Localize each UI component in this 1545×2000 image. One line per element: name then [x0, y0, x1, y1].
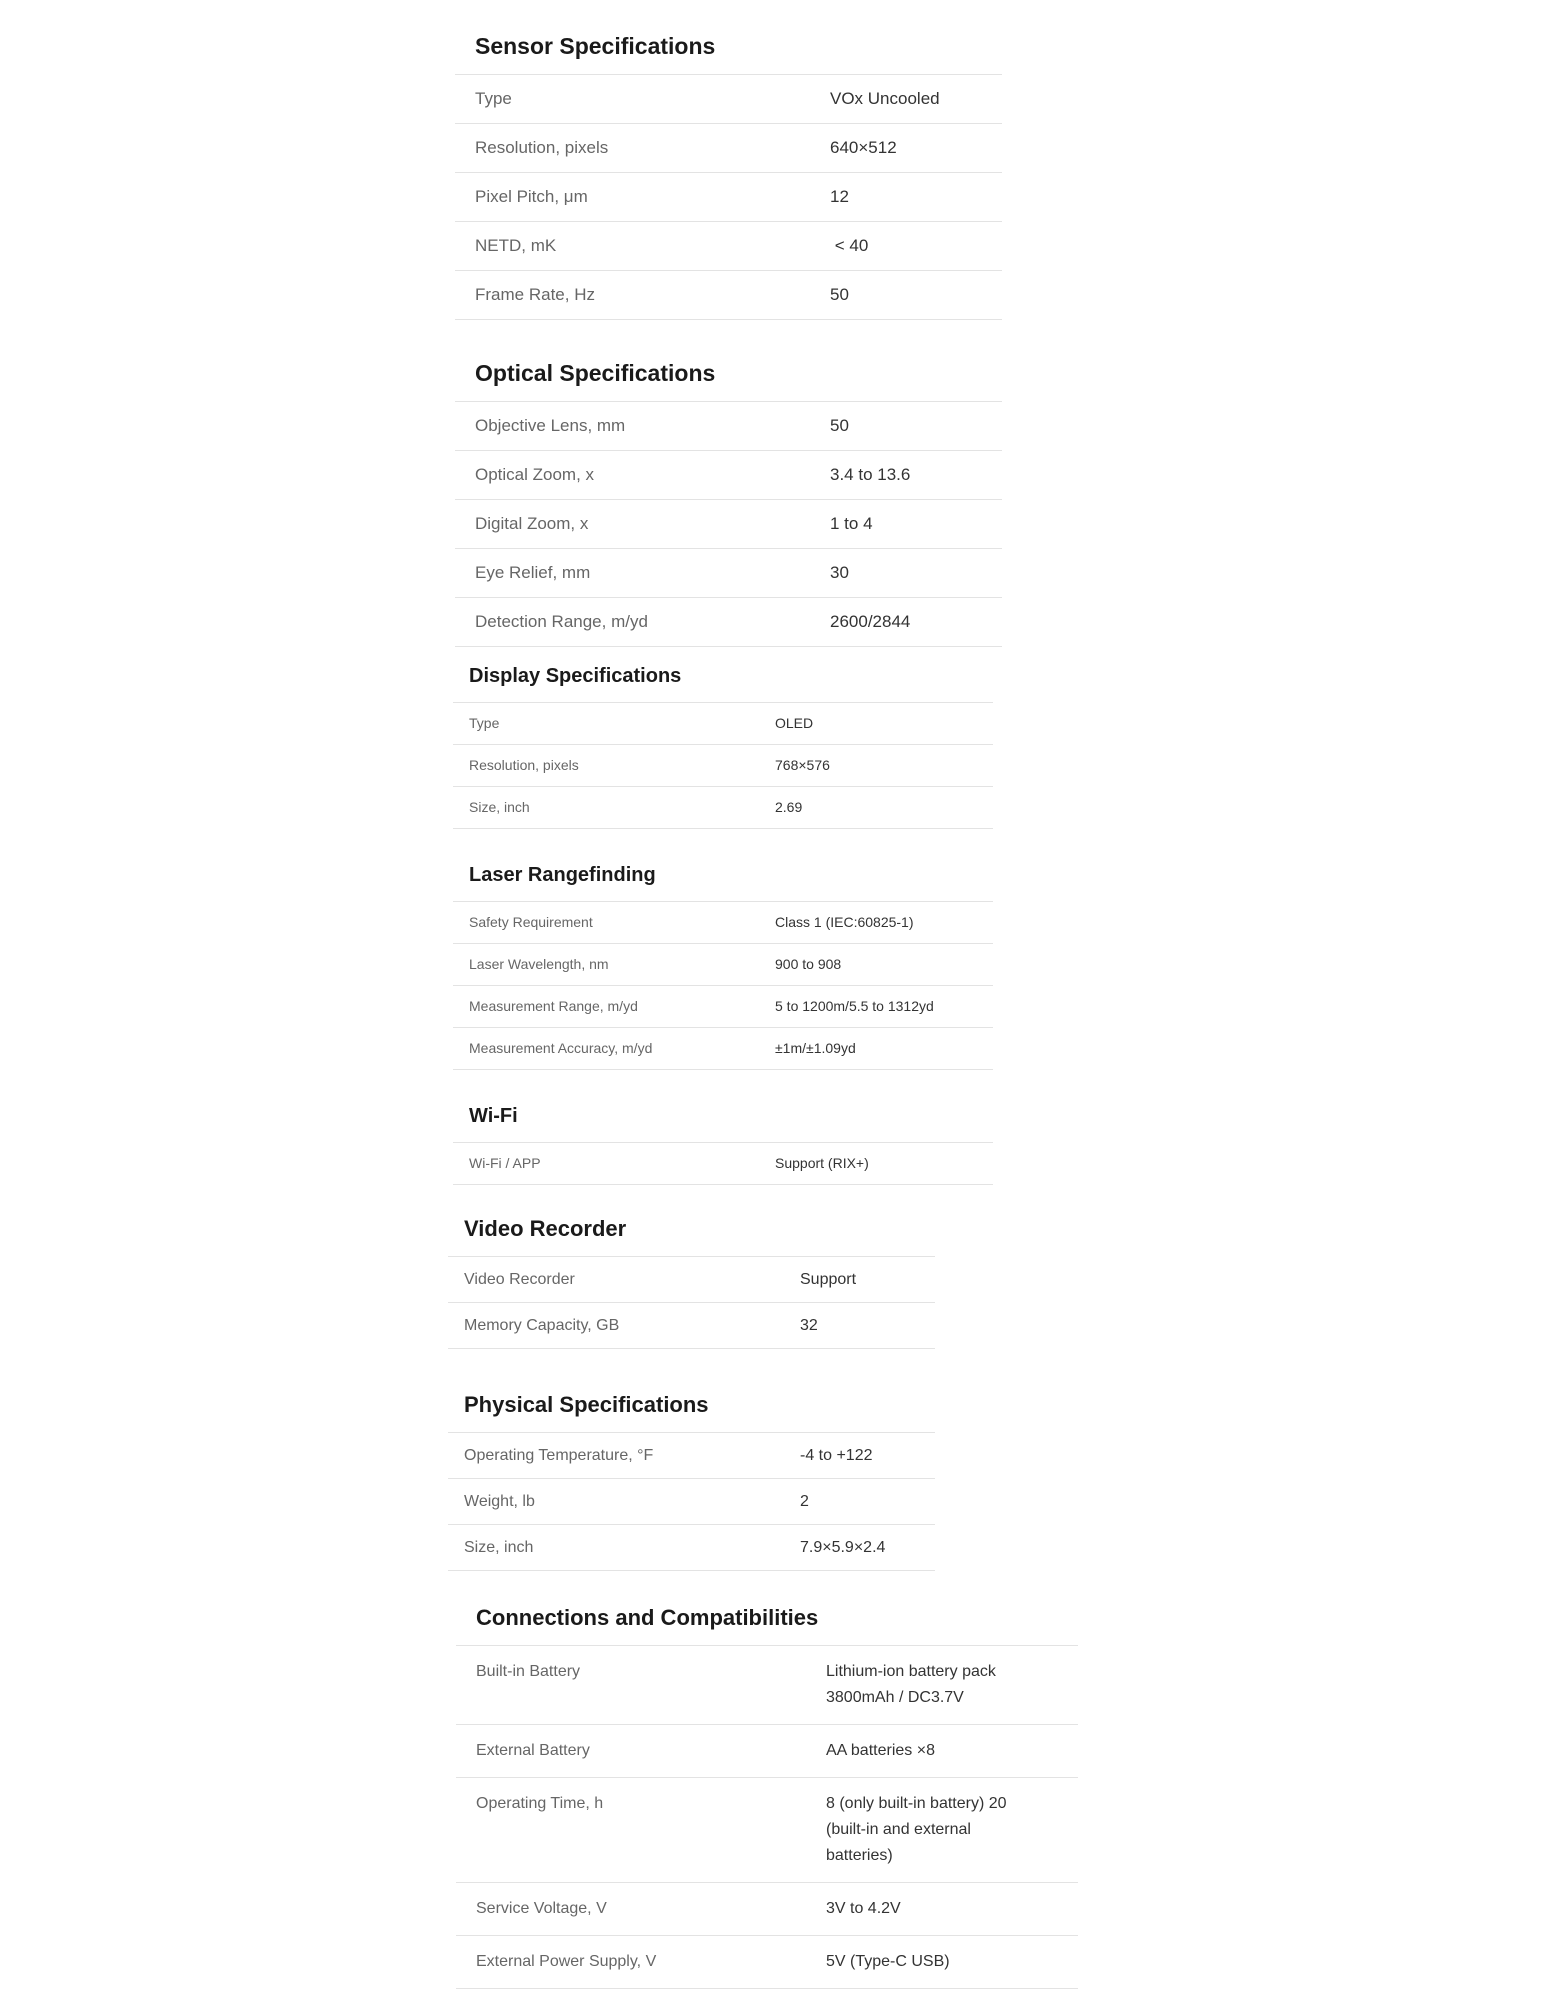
table-row: [456, 1778, 1078, 1883]
sensor-specifications-title: Sensor Specifications: [475, 33, 716, 59]
optical-specifications-table: [455, 401, 1002, 647]
spec-label: Size, inch: [448, 1525, 784, 1571]
spec-value: 7.9×5.9×2.4: [784, 1525, 935, 1571]
spec-label: Type: [453, 703, 759, 745]
laser-rangefinding-section: [453, 842, 993, 1070]
laser-rangefinding-table: [453, 901, 993, 1070]
spec-value: Class 1 (IEC:60825-1): [759, 902, 993, 944]
spec-value: 1 to 4: [810, 500, 1002, 549]
spec-label: Operating Time, h: [456, 1778, 806, 1883]
spec-label: Safety Requirement: [453, 902, 759, 944]
table-row: [453, 1143, 993, 1185]
wifi-title: Wi-Fi: [469, 1105, 518, 1127]
table-row: [448, 1303, 935, 1349]
table-row: [448, 1433, 935, 1479]
spec-label: Video Recorder: [448, 1257, 784, 1303]
spec-value: 30: [810, 549, 1002, 598]
laser-rangefinding-title: Laser Rangefinding: [469, 864, 656, 886]
spec-value: 32: [784, 1303, 935, 1349]
table-row: [455, 402, 1002, 451]
spec-label: Eye Relief, mm: [455, 549, 810, 598]
table-row: [455, 500, 1002, 549]
spec-value: 50: [810, 271, 1002, 320]
table-row: [456, 1936, 1078, 1989]
display-specifications-section: [453, 643, 993, 829]
spec-value: 2600/2844: [810, 598, 1002, 647]
spec-label: Wi-Fi / APP: [453, 1143, 759, 1185]
spec-value: ±1m/±1.09yd: [759, 1028, 993, 1070]
spec-value: 2.69: [759, 787, 993, 829]
table-row: [448, 1257, 935, 1303]
wifi-table: [453, 1142, 993, 1185]
table-row: [453, 745, 993, 787]
spec-label: NETD, mK: [455, 222, 810, 271]
connections-title: Connections and Compatibilities: [476, 1605, 819, 1630]
table-row: [453, 902, 993, 944]
video-recorder-section: [448, 1184, 935, 1349]
spec-value: Support: [784, 1257, 935, 1303]
optical-specifications-title: Optical Specifications: [475, 360, 716, 386]
spec-value: 640×512: [810, 124, 1002, 173]
physical-specifications-title: Physical Specifications: [464, 1392, 709, 1417]
table-row: [455, 598, 1002, 647]
spec-value: VOx Uncooled: [810, 75, 1002, 124]
table-row: [453, 986, 993, 1028]
table-row: [448, 1525, 935, 1571]
table-row: [455, 75, 1002, 124]
optical-specifications-section: [455, 327, 1002, 647]
spec-label: Resolution, pixels: [455, 124, 810, 173]
table-row: [455, 549, 1002, 598]
table-row: [456, 1883, 1078, 1936]
spec-label: Digital Zoom, x: [455, 500, 810, 549]
spec-label: Measurement Accuracy, m/yd: [453, 1028, 759, 1070]
spec-label: Objective Lens, mm: [455, 402, 810, 451]
table-row: [448, 1479, 935, 1525]
spec-value: AA batteries ×8: [806, 1725, 1078, 1778]
physical-specifications-table: [448, 1432, 935, 1571]
table-row: [453, 944, 993, 986]
table-row: [455, 271, 1002, 320]
spec-value: 5V (Type-C USB): [806, 1936, 1078, 1989]
spec-value: Support (RIX+): [759, 1143, 993, 1185]
spec-value: 2: [784, 1479, 935, 1525]
spec-label: Detection Range, m/yd: [455, 598, 810, 647]
table-row: [455, 451, 1002, 500]
spec-value: OLED: [759, 703, 993, 745]
spec-label: Laser Wavelength, nm: [453, 944, 759, 986]
table-row: [455, 173, 1002, 222]
spec-label: Type: [455, 75, 810, 124]
sensor-specifications-table: [455, 74, 1002, 320]
table-row: [453, 1028, 993, 1070]
spec-label: Measurement Range, m/yd: [453, 986, 759, 1028]
table-row: [456, 1646, 1078, 1725]
spec-label: Size, inch: [453, 787, 759, 829]
spec-value: 50: [810, 402, 1002, 451]
spec-label: External Battery: [456, 1725, 806, 1778]
physical-specifications-section: [448, 1360, 935, 1571]
display-specifications-title: Display Specifications: [469, 665, 682, 687]
spec-label: Frame Rate, Hz: [455, 271, 810, 320]
spec-value: 768×576: [759, 745, 993, 787]
spec-value: Lithium-ion battery pack 3800mAh / DC3.7V: [806, 1646, 1078, 1725]
spec-value: -4 to +122: [784, 1433, 935, 1479]
spec-value: 900 to 908: [759, 944, 993, 986]
spec-value: < 40: [810, 222, 1002, 271]
connections-table: [456, 1645, 1078, 1989]
spec-value: 3.4 to 13.6: [810, 451, 1002, 500]
spec-label: Optical Zoom, x: [455, 451, 810, 500]
spec-value: 8 (only built-in battery) 20 (built-in and external batteries): [806, 1778, 1078, 1883]
table-row: [455, 124, 1002, 173]
spec-label: Pixel Pitch, μm: [455, 173, 810, 222]
spec-label: Resolution, pixels: [453, 745, 759, 787]
spec-label: Operating Temperature, °F: [448, 1433, 784, 1479]
spec-label: Service Voltage, V: [456, 1883, 806, 1936]
table-row: [455, 222, 1002, 271]
video-recorder-title: Video Recorder: [464, 1216, 627, 1241]
connections-section: [456, 1573, 1078, 1989]
spec-label: Built-in Battery: [456, 1646, 806, 1725]
spec-label: External Power Supply, V: [456, 1936, 806, 1989]
table-row: [453, 703, 993, 745]
spec-label: Memory Capacity, GB: [448, 1303, 784, 1349]
table-row: [456, 1725, 1078, 1778]
wifi-section: [453, 1083, 993, 1185]
video-recorder-table: [448, 1256, 935, 1349]
display-specifications-table: [453, 702, 993, 829]
spec-value: 12: [810, 173, 1002, 222]
table-row: [453, 787, 993, 829]
spec-label: Weight, lb: [448, 1479, 784, 1525]
sensor-specifications-section: [455, 0, 1002, 320]
spec-value: 3V to 4.2V: [806, 1883, 1078, 1936]
spec-value: 5 to 1200m/5.5 to 1312yd: [759, 986, 993, 1028]
